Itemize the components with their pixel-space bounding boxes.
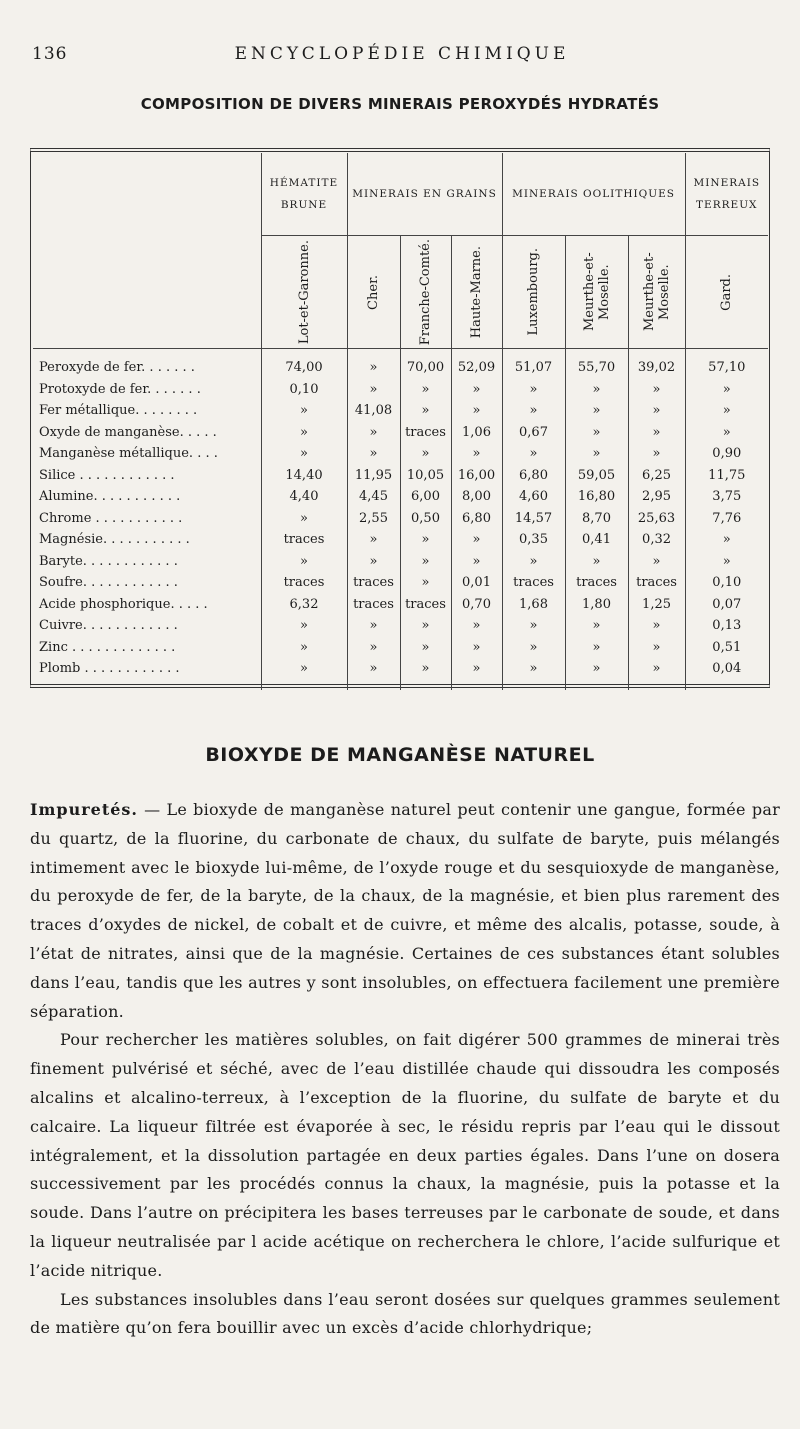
row-label: Alumine. . . . . . . . . . . [39,489,181,505]
table-cell: » [261,443,347,465]
table-title: COMPOSITION DE DIVERS MINERAIS PEROXYDÉS HYDRATÉS [140,95,660,113]
table-row [33,349,768,379]
table-cell: 0,70 [451,594,502,616]
row-label: Acide phosphorique. . . . . [39,596,208,612]
group-header: MINERAIS TERREUX [685,153,768,236]
table-cell: » [347,379,400,401]
table-row [33,572,768,594]
table-row [33,443,768,465]
table-cell: » [347,349,400,379]
body-text [30,796,780,1343]
table-cell: » [451,658,502,690]
paragraph [30,796,780,1026]
table-cell: » [685,551,768,573]
table-cell: 11,95 [347,465,400,487]
table-row [33,551,768,573]
composition-table [33,153,768,690]
row-label: Oxyde de manganèse. . . . . [39,424,217,440]
table-cell: » [451,529,502,551]
column-header [502,236,565,349]
table-cell: » [347,529,400,551]
table-cell: 4,45 [347,486,400,508]
table-cell: » [261,615,347,637]
table-cell: » [451,551,502,573]
table-cell: » [451,443,502,465]
table-cell: » [347,658,400,690]
table-cell: » [400,572,451,594]
table-cell: » [628,658,685,690]
table-cell: 6,80 [502,465,565,487]
table-row [33,379,768,401]
table-cell: 0,07 [685,594,768,616]
table-cell: » [565,443,628,465]
paragraph: Les substances insolubles dans l’eau seront dosées sur quelques grammes seulement de matière qu’on fera bouillir avec un excès d’acide chlorhydrique; [30,1289,780,1338]
table-cell: 4,60 [502,486,565,508]
table-cell: 0,32 [628,529,685,551]
column-header [628,236,685,349]
column-header-text: Meurthe-et-Moselle. [641,252,672,332]
paragraph: Pour rechercher les matières solubles, on fait digérer 500 grammes de minerai très finement pulvérisé et séché, avec de l’eau distillée chaude qui dissoudra les composés alcalins et alcalino-terreux, à l’exception de la fluorine, du sulfate de baryte et du calcaire. La liqueur filtrée est évaporée à sec, le résidu repris par l’eau qui le dissout intégralement, et la dissolution partagée en deux parties égales. Dans l’une on dosera successivement par les procédés connus la chaux, la magnésie, puis la potasse et la soude. Dans l’autre on précipitera les bases terreuses par le carbonate de soude, et dans la liqueur neutralisée par l acide acétique on recherchera le chlore, l’acide sulfurique et l’acide nitrique. [30,1030,780,1280]
row-label: Baryte. . . . . . . . . . . . [39,553,178,569]
table-cell: » [685,400,768,422]
table-cell: 6,25 [628,465,685,487]
row-label: Plomb . . . . . . . . . . . . [39,661,180,677]
column-header-text: Cher. [366,274,381,310]
table-cell: 14,40 [261,465,347,487]
table-cell: » [261,400,347,422]
table-cell: traces [502,572,565,594]
table-cell: 51,07 [502,349,565,379]
page-number: 136 [32,44,68,64]
row-label: Soufre. . . . . . . . . . . . [39,575,178,591]
table-cell: 0,90 [685,443,768,465]
table-cell: » [347,551,400,573]
table-cell: 1,80 [565,594,628,616]
table-cell: 4,40 [261,486,347,508]
table-cell: » [628,400,685,422]
table-cell: » [400,529,451,551]
table-cell: » [628,551,685,573]
table-cell: 10,05 [400,465,451,487]
table-cell: 6,32 [261,594,347,616]
table-cell: » [400,637,451,659]
table-cell: » [565,422,628,444]
table-cell: » [451,379,502,401]
table-cell: 11,75 [685,465,768,487]
table-cell: traces [347,572,400,594]
table-cell: » [400,379,451,401]
table-cell: » [261,637,347,659]
table-cell: 6,80 [451,508,502,530]
table-cell: » [261,658,347,690]
table-body [33,349,768,690]
table-cell: » [502,379,565,401]
table-cell: 59,05 [565,465,628,487]
table-cell: traces [347,594,400,616]
column-header [261,236,347,349]
column-header-text: Haute-Marne. [469,245,484,339]
table-row [33,594,768,616]
table-cell: 0,35 [502,529,565,551]
table-cell: 0,10 [261,379,347,401]
table-cell: » [347,637,400,659]
table-cell: » [347,615,400,637]
table-cell: 2,55 [347,508,400,530]
table-row [33,422,768,444]
column-header [347,236,400,349]
table-cell: » [502,443,565,465]
table-cell: » [400,658,451,690]
table-row [33,486,768,508]
paragraph-text: — Le bioxyde de manganèse naturel peut contenir une gangue, formée par du quartz, de la fluorine, du carbonate de chaux, du sulfate de baryte, puis mélangés intimement avec le bioxyde lui-même, de l’oxyde rouge et du sesquioxyde de manganèse, du peroxyde de fer, de la baryte, de la chaux, de la magnésie, et bien plus rarement des traces d’oxydes de nickel, de cobalt et de cuivre, et même des alcalis, potasse, soude, à l’état de nitrates, ainsi que de la magnésie. Certaines de ces substances étant solubles dans l’eau, tandis que les autres y sont insolubles, on effectuera facilement une première séparation. [30,800,780,1021]
table-cell: » [347,422,400,444]
group-header: MINERAIS EN GRAINS [347,153,502,236]
group-header: MINERAIS OOLITHIQUES [502,153,685,236]
table-cell: » [502,615,565,637]
column-header-text: Meurthe-et-Moselle. [581,252,612,332]
running-title: ENCYCLOPÉDIE CHIMIQUE [234,44,570,64]
table-cell: traces [565,572,628,594]
table-cell: 8,70 [565,508,628,530]
table-cell: 57,10 [685,349,768,379]
table-cell: » [502,658,565,690]
table-cell: 16,80 [565,486,628,508]
table-cell: » [261,551,347,573]
column-header-text: Franche-Comté. [418,238,433,346]
table-cell: 0,01 [451,572,502,594]
table-cell: » [261,422,347,444]
table-cell: » [565,615,628,637]
table-cell: 0,04 [685,658,768,690]
column-header [685,236,768,349]
column-header-text: Gard. [719,273,735,311]
table-cell: » [502,400,565,422]
table-cell: 8,00 [451,486,502,508]
table-cell: » [451,637,502,659]
table-cell: » [628,422,685,444]
page-header [32,44,772,68]
table-cell: traces [628,572,685,594]
table-cell: » [685,422,768,444]
table-cell: » [347,443,400,465]
table-cell: traces [261,529,347,551]
table-cell: 0,67 [502,422,565,444]
table-cell: » [685,379,768,401]
table-cell: » [400,400,451,422]
table-cell: 2,95 [628,486,685,508]
table-row [33,400,768,422]
row-label: Cuivre. . . . . . . . . . . . [39,618,178,634]
table-row [33,508,768,530]
table-cell: » [400,551,451,573]
table-cell: traces [261,572,347,594]
table-row [33,658,768,690]
table-cell: 16,00 [451,465,502,487]
table-cell: » [565,637,628,659]
table-cell: » [628,637,685,659]
table-cell: » [565,658,628,690]
row-label: Peroxyde de fer. . . . . . . [39,360,195,376]
table-cell: 52,09 [451,349,502,379]
table-cell: 0,41 [565,529,628,551]
table-cell: 1,68 [502,594,565,616]
blank-corner [33,153,261,349]
table-row [33,637,768,659]
row-label: Manganèse métallique. . . . [39,446,218,462]
table-cell: 6,00 [400,486,451,508]
table-cell: 0,50 [400,508,451,530]
section-title: BIOXYDE DE MANGANÈSE NATUREL [205,744,595,766]
row-label: Fer métallique. . . . . . . . [39,403,198,419]
table-cell: 0,10 [685,572,768,594]
table-cell: 7,76 [685,508,768,530]
table-cell: » [565,379,628,401]
table-cell: » [502,551,565,573]
table-cell: 55,70 [565,349,628,379]
table-cell: traces [400,422,451,444]
table-cell: » [502,637,565,659]
row-label: Magnésie. . . . . . . . . . . [39,532,190,548]
row-label: Zinc . . . . . . . . . . . . . [39,639,176,655]
table-cell: 14,57 [502,508,565,530]
table-cell: » [261,508,347,530]
table-cell: 41,08 [347,400,400,422]
table-row [33,529,768,551]
table-row [33,615,768,637]
table-cell: 0,51 [685,637,768,659]
table-cell: » [400,615,451,637]
table-cell: » [565,400,628,422]
run-in-heading: Impuretés. [30,800,138,819]
table-cell: » [451,400,502,422]
row-label: Chrome . . . . . . . . . . . [39,510,183,526]
table-cell: » [400,443,451,465]
table-cell: » [628,615,685,637]
table-cell: 0,13 [685,615,768,637]
table-cell: » [565,551,628,573]
table-cell: 1,25 [628,594,685,616]
table-cell: 70,00 [400,349,451,379]
column-header-text: Lot-et-Garonne. [296,239,312,345]
group-header-row [33,153,768,236]
row-label: Silice . . . . . . . . . . . . [39,467,175,483]
table-cell: » [628,443,685,465]
table-cell: traces [400,594,451,616]
column-header [565,236,628,349]
table-cell: 74,00 [261,349,347,379]
group-header: HÉMATITE BRUNE [261,153,347,236]
table-cell: » [451,615,502,637]
table-cell: » [628,379,685,401]
table-cell: » [685,529,768,551]
table-cell: 39,02 [628,349,685,379]
row-label: Protoxyde de fer. . . . . . . [39,381,201,397]
table-cell: 25,63 [628,508,685,530]
table-cell: 1,06 [451,422,502,444]
column-header-text: Luxembourg. [526,248,542,336]
column-header [400,236,451,349]
column-header [451,236,502,349]
table-row [33,465,768,487]
table-cell: 3,75 [685,486,768,508]
